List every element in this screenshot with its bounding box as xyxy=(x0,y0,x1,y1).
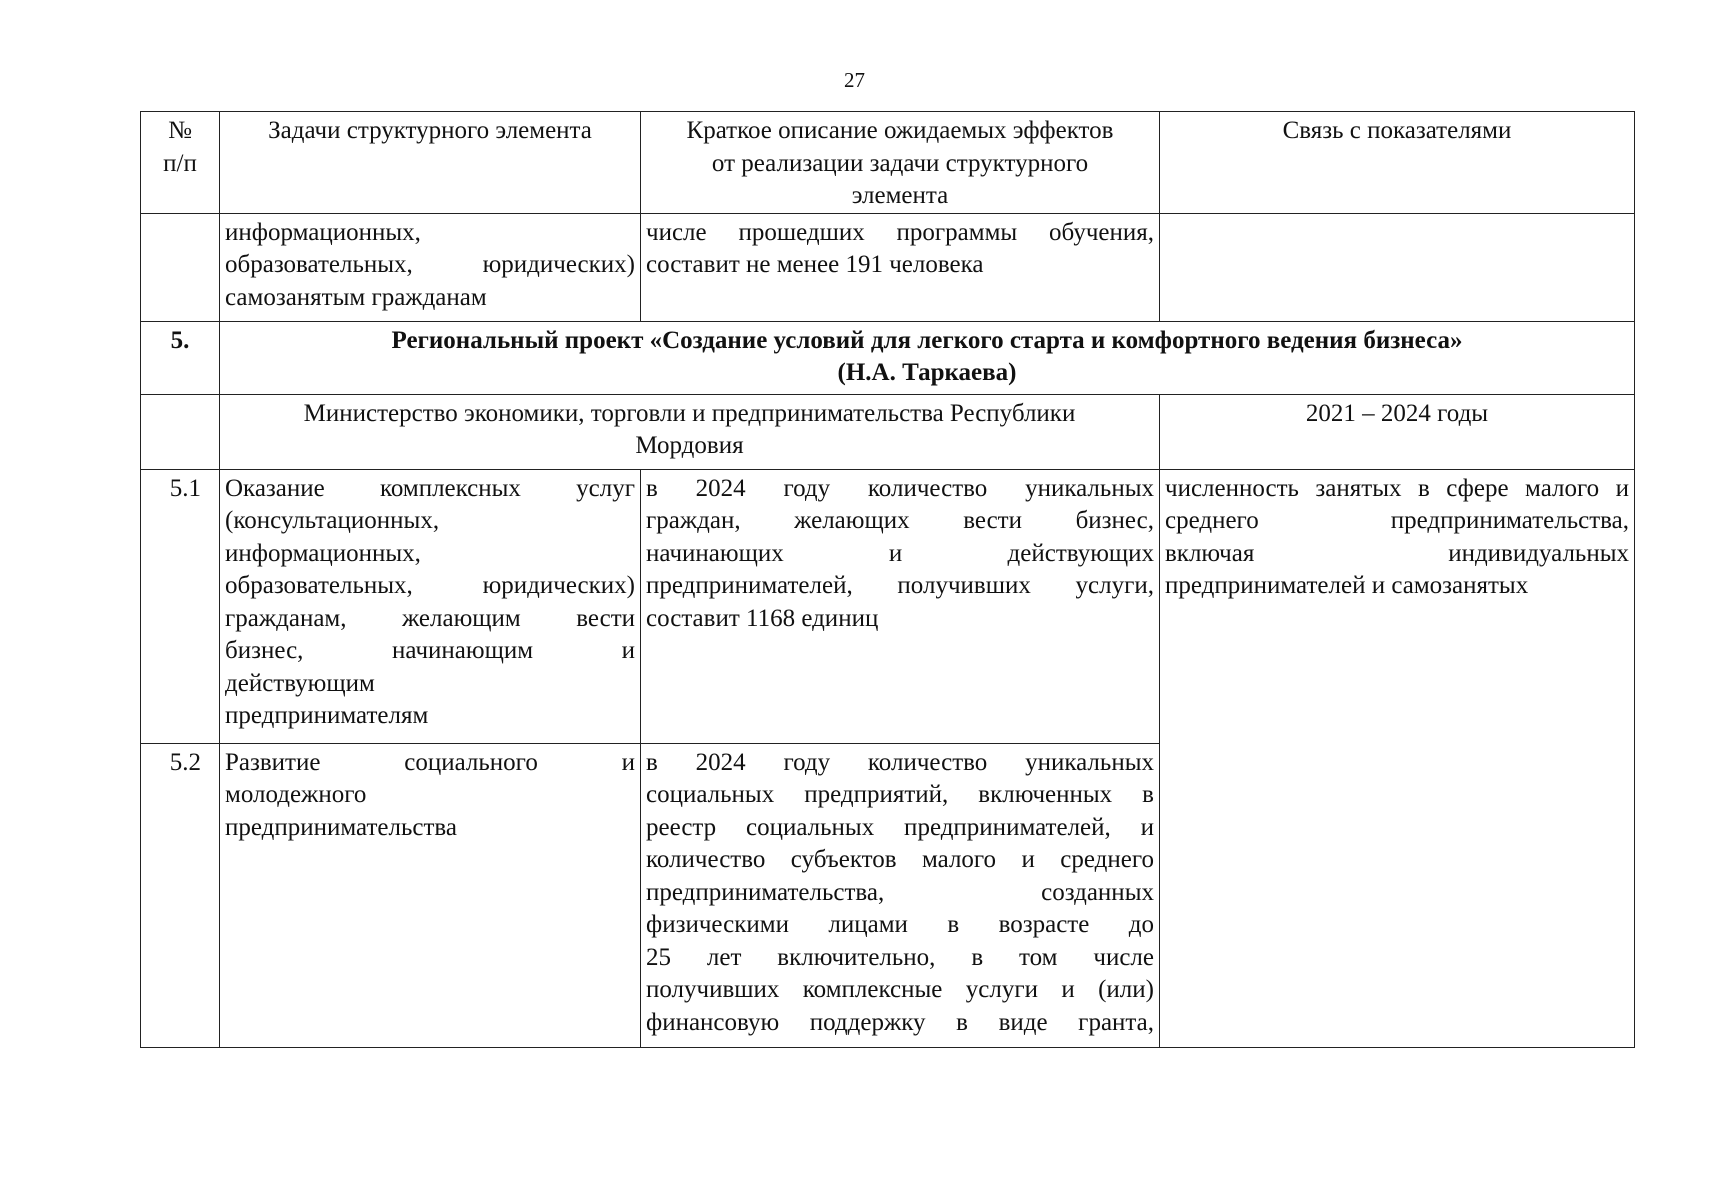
ministry-line-1: Министерство экономики, торговли и предпринимательства Республики xyxy=(303,399,1076,427)
continued-indicator-cell xyxy=(1160,213,1635,321)
row-5-1-task-line-2: (консультационных, xyxy=(225,507,440,534)
indicators-cell xyxy=(1160,469,1635,1047)
row-5-1-task-line-4: образовательных, юридических) xyxy=(225,572,635,599)
table-row-project xyxy=(141,321,1635,394)
row-5-1-effect-line-4: предпринимателей, получивших услуги, xyxy=(646,572,1154,599)
row-5-1-effect-line-2: граждан, желающих вести бизнес, xyxy=(646,507,1154,534)
structural-element-table xyxy=(140,111,1635,1048)
continued-task-line-2: образовательных, юридических) xyxy=(225,251,635,278)
header-tasks-label: Задачи структурного элемента xyxy=(268,117,592,144)
continued-effect-line-2: составит не менее 191 человека xyxy=(646,251,984,278)
row-5-2-task-line-1: Развитие социального и xyxy=(225,748,635,776)
row-5-2-effect-line-5: предпринимательства, созданных xyxy=(646,878,1154,906)
indicator-line-3: включая индивидуальных xyxy=(1165,539,1629,567)
row-5-1-task-line-3: информационных, xyxy=(225,539,421,567)
row-5-1-number: 5.1 xyxy=(169,474,201,502)
table-row-ministry xyxy=(141,394,1635,469)
header-indicators-cell xyxy=(1160,112,1635,214)
row-5-2-effect-line-3: реестр социальных предпринимателей, и xyxy=(646,813,1154,841)
header-effects-line-1: Краткое описание ожидаемых эффектов xyxy=(686,117,1114,144)
row-5-2-effect-line-4: количество субъектов малого и среднего xyxy=(646,846,1154,873)
period-cell xyxy=(1160,394,1635,469)
row-5-1-effect-line-1: в 2024 году количество уникальных xyxy=(646,474,1154,502)
continued-effect-line-1: числе прошедших программы обучения, xyxy=(646,218,1154,246)
project-number: 5. xyxy=(170,326,190,354)
row-5-2-task-line-3: предпринимательства xyxy=(225,813,457,841)
header-indicators-label: Связь с показателями xyxy=(1282,117,1512,144)
row-5-2-effect-line-8: получивших комплексные услуги и (или) xyxy=(646,976,1154,1003)
row-5-2-effect-line-9: финансовую поддержку в виде гранта, xyxy=(646,1008,1154,1036)
table-row-5-1 xyxy=(141,469,1635,743)
row-5-1-task-line-1: Оказание комплексных услуг xyxy=(225,474,635,502)
project-title-line-1: Региональный проект «Создание условий для легкого старта и комфортного ведения бизнеса» xyxy=(391,326,1463,354)
row-5-2-number: 5.2 xyxy=(169,748,201,776)
row-5-1-effect-cell xyxy=(641,469,1160,743)
table-header-row xyxy=(141,112,1635,214)
row-5-2-task-line-2: молодежного xyxy=(225,781,367,808)
header-effects-line-2: от реализации задачи структурного xyxy=(711,149,1089,177)
continued-task-line-3: самозанятым гражданам xyxy=(225,283,487,311)
header-number-symbol: № xyxy=(168,117,192,144)
row-5-1-task-line-5: гражданам, желающим вести xyxy=(225,604,635,632)
header-number-abbr: п/п xyxy=(163,149,197,177)
row-5-2-task-cell xyxy=(220,743,641,1047)
continued-number-cell xyxy=(141,213,220,321)
row-5-1-effect-line-5: составит 1168 единиц xyxy=(646,604,879,632)
row-5-1-number-cell xyxy=(141,469,220,743)
period-text: 2021 – 2024 годы xyxy=(1305,399,1489,427)
table-row-continued xyxy=(141,213,1635,321)
indicator-line-4: предпринимателей и самозанятых xyxy=(1165,572,1529,599)
row-5-1-task-line-7: действующим xyxy=(225,669,375,697)
row-5-2-effect-cell xyxy=(641,743,1160,1047)
header-effects-cell xyxy=(641,112,1160,214)
indicator-line-2: среднего предпринимательства, xyxy=(1165,507,1629,534)
row-5-1-effect-line-3: начинающих и действующих xyxy=(646,539,1154,567)
header-tasks-cell xyxy=(220,112,641,214)
project-title-cell xyxy=(220,321,1635,394)
row-5-2-effect-line-2: социальных предприятий, включенных в xyxy=(646,781,1154,808)
row-5-2-effect-line-6: физическими лицами в возрасте до xyxy=(646,911,1154,938)
row-5-1-task-cell xyxy=(220,469,641,743)
continued-task-line-1: информационных, xyxy=(225,218,421,246)
page-number: 27 xyxy=(844,68,865,92)
header-effects-line-3: элемента xyxy=(851,182,949,209)
row-5-2-effect-line-7: 25 лет включительно, в том числе xyxy=(646,943,1154,971)
row-5-1-task-line-8: предпринимателям xyxy=(225,702,429,729)
header-number-cell xyxy=(141,112,220,214)
continued-effect-cell xyxy=(641,213,1160,321)
ministry-line-2: Мордовия xyxy=(635,432,744,459)
project-title-line-2: (Н.А. Таркаева) xyxy=(837,359,1017,386)
ministry-number-cell xyxy=(141,394,220,469)
continued-task-cell xyxy=(220,213,641,321)
row-5-2-number-cell xyxy=(141,743,220,1047)
indicator-line-1: численность занятых в сфере малого и xyxy=(1165,474,1629,502)
row-5-2-effect-line-1: в 2024 году количество уникальных xyxy=(646,748,1154,776)
row-5-1-task-line-6: бизнес, начинающим и xyxy=(225,637,635,664)
ministry-cell xyxy=(220,394,1160,469)
project-number-cell xyxy=(141,321,220,394)
